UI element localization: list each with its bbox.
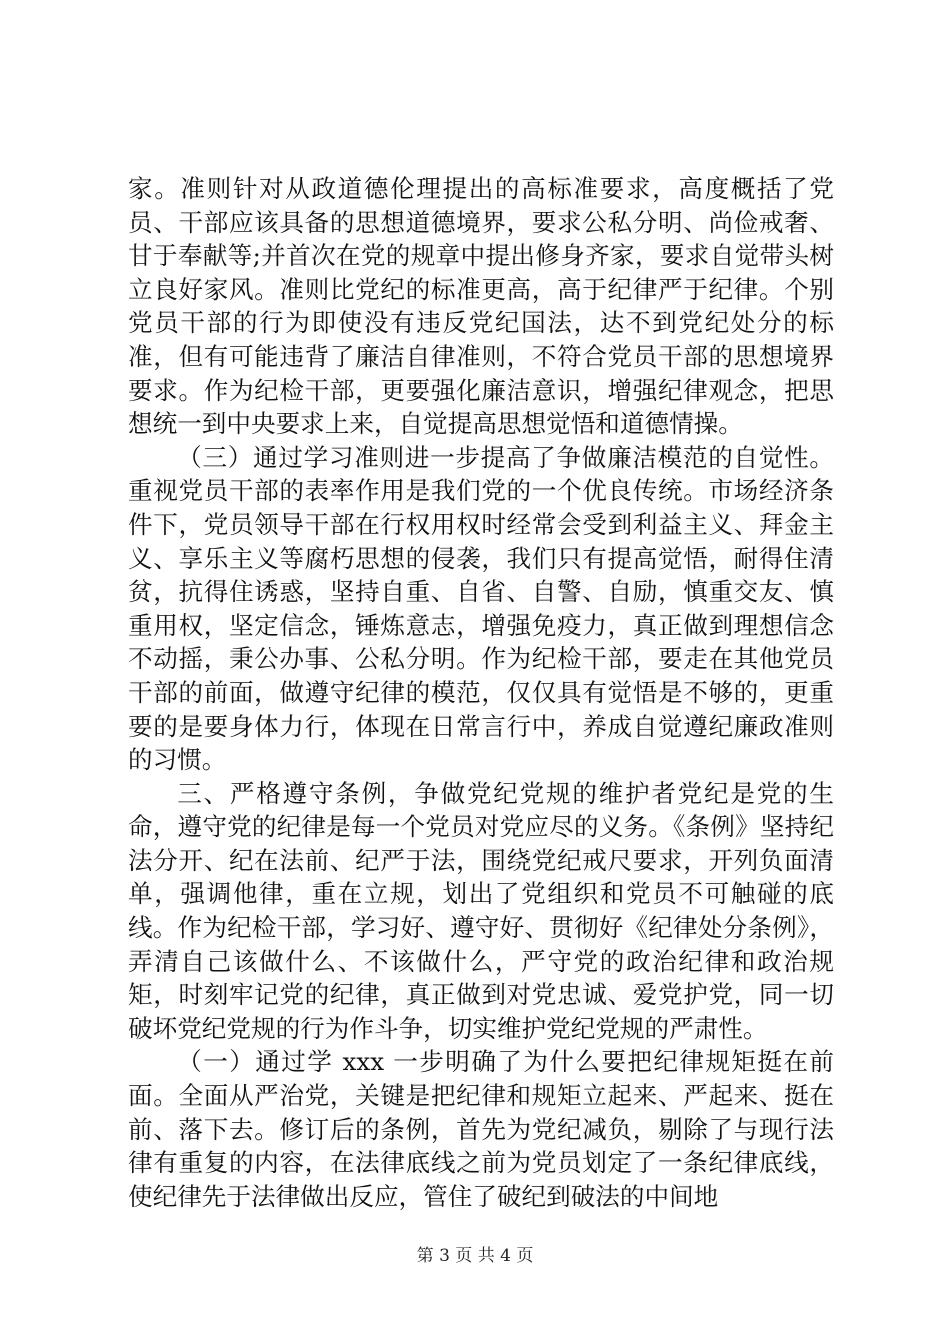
paragraph-section-three-sub: （三）通过学习准则进一步提高了争做廉洁模范的自觉性。重视党员干部的表率作用是我们党的一个优良传统。市场经济条件下，党员领导干部在行权用权时经常会受到利益主义、拜金主义、享乐主义等腐朽思想的侵袭，我们只有提高觉悟，耐得住清贫，抗得住诱惑，坚持自重、自省、自警、自励，慎重交友、慎重用权，坚定信念，锤炼意志，增强免疫力，真正做到理想信念不动摇，秉公办事、公私分明。作为纪检干部，要走在其他党员干部的前面，做遵守纪律的模范，仅仅具有觉悟是不够的，更重要的是要身体力行，体现在日常言行中，养成自觉遵纪廉政准则的习惯。 bbox=[128, 442, 834, 775]
document-body bbox=[128, 172, 834, 1213]
paragraph-section-one-sub: （一）通过学 xxx 一步明确了为什么要把纪律规矩挺在前面。全面从严治党，关键是把纪律和规矩立起来、严起来、挺在前、落下去。修订后的条例，首先为党纪减负，剔除了与现行法律有重复的内容，在法律底线之前为党员划定了一条纪律底线，使纪律先于法律做出反应，管住了破纪到破法的中间地 bbox=[128, 1047, 834, 1211]
paragraph-continuation: 家。准则针对从政道德伦理提出的高标准要求，高度概括了党员、干部应该具备的思想道德境界，要求公私分明、尚俭戒奢、甘于奉献等;并首次在党的规章中提出修身齐家，要求自觉带头树立良好家风。准则比党纪的标准更高，高于纪律严于纪律。个别党员干部的行为即使没有违反党纪国法，达不到党纪处分的标准，但有可能违背了廉洁自律准则，不符合党员干部的思想境界要求。作为纪检干部，更要强化廉洁意识，增强纪律观念，把思想统一到中央要求上来，自觉提高思想觉悟和道德情操。 bbox=[128, 174, 834, 439]
page-number-footer: 第 3 页 共 4 页 bbox=[416, 1246, 534, 1266]
paragraph-section-heading-three: 三、严格遵守条例，争做党纪党规的维护者党纪是党的生命，遵守党的纪律是每一个党员对党应尽的义务。《条例》坚持纪法分开、纪在法前、纪严于法，围绕党纪戒尺要求，开列负面清单，强调他律，重在立规，划出了党组织和党员不可触碰的底线。作为纪检干部，学习好、遵守好、贯彻好《纪律处分条例》，弄清自己该做什么、不该做什么，严守党的政治纪律和政治规矩，时刻牢记党的纪律，真正做到对党忠诚、爱党护党，同一切破坏党纪党规的行为作斗争，切实维护党纪党规的严肃性。 bbox=[128, 778, 834, 1043]
